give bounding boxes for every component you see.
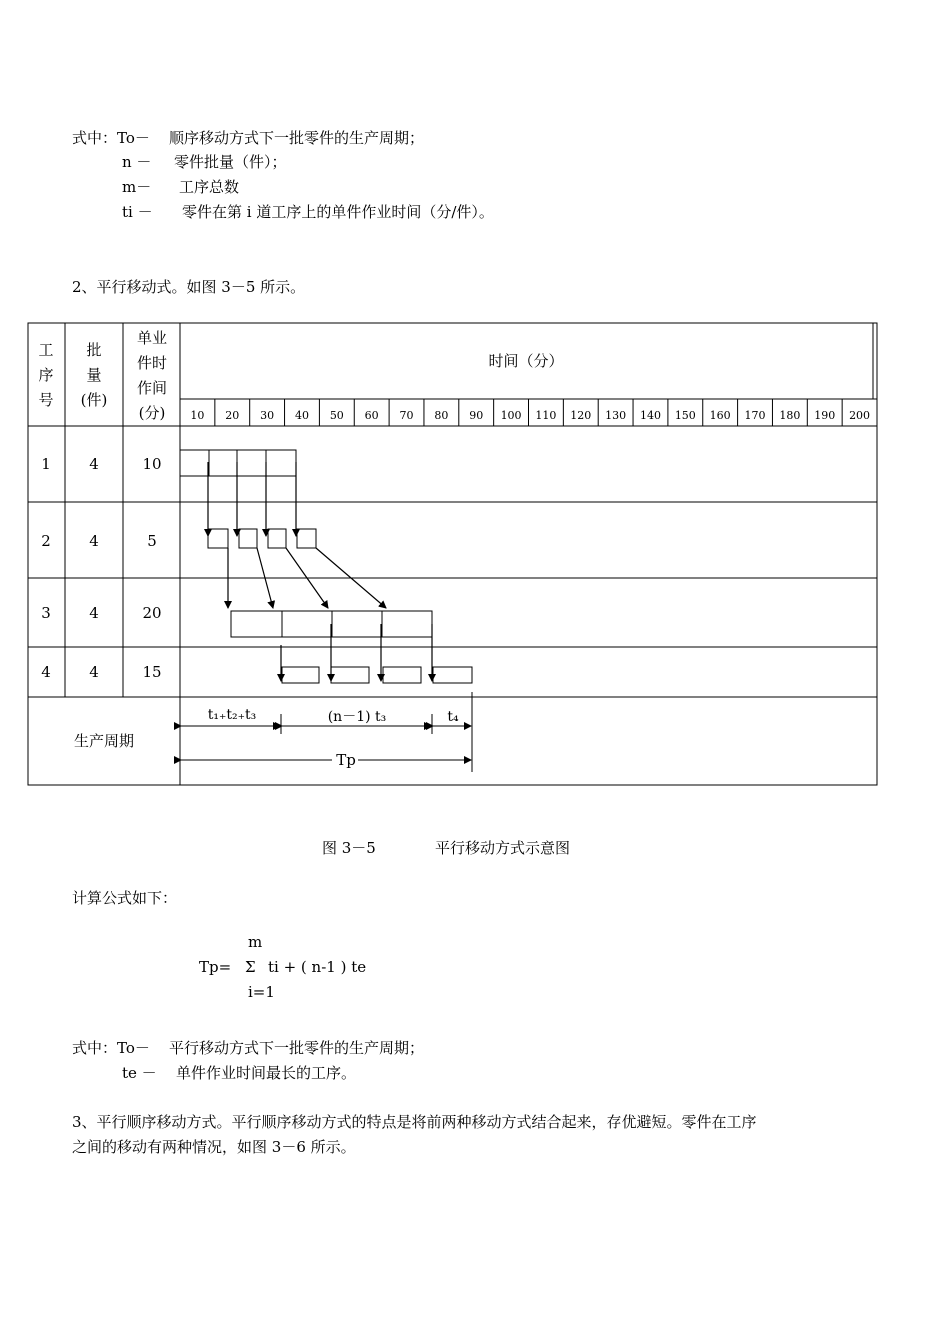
row4-time: 15 — [142, 663, 162, 681]
formula-lower: i=1 — [248, 983, 275, 1001]
defs2-sym-0: To－ — [117, 1039, 150, 1057]
tick-label: 110 — [535, 409, 557, 422]
defs2-intro: 式中： — [72, 1039, 118, 1057]
tick-label: 120 — [570, 409, 592, 422]
op2-box-1 — [208, 529, 228, 548]
defs1-sym-3: ti － — [122, 203, 153, 221]
defs1-desc-0: 顺序移动方式下一批零件的生产周期； — [169, 129, 425, 147]
formula-upper: m — [248, 933, 263, 951]
row2-process: 2 — [41, 532, 51, 550]
row3-time: 20 — [142, 604, 162, 622]
op4-box-3 — [383, 667, 421, 683]
section2-heading: 2、平行移动式。如图 3－5 所示。 — [72, 278, 306, 296]
head-col2-0: 批 — [86, 341, 102, 359]
tick-label: 10 — [190, 409, 205, 422]
formula-lhs: Tp= — [199, 958, 232, 976]
row1-time: 10 — [142, 455, 162, 473]
op2-box-3 — [268, 529, 286, 548]
row3-batch: 4 — [89, 604, 99, 622]
tick-label: 140 — [639, 409, 661, 422]
cycle-label: 生产周期 — [73, 732, 135, 750]
tick-label: 60 — [364, 409, 379, 422]
row1-batch: 4 — [89, 455, 99, 473]
head-time: 时间（分） — [488, 352, 564, 370]
tick-label: 190 — [814, 409, 836, 422]
defs2-desc-1: 单件作业时间最长的工序。 — [176, 1064, 357, 1082]
tick-label: 30 — [260, 409, 275, 422]
head-col2-1: 量 — [86, 366, 102, 384]
sigma-symbol: Σ — [245, 958, 256, 976]
defs1-sym-2: m－ — [122, 178, 152, 196]
formula-body: ti + ( n-1 ) te — [268, 958, 367, 976]
calc-intro: 计算公式如下： — [72, 889, 178, 907]
tick-label: 40 — [294, 409, 309, 422]
defs1-intro: 式中： — [72, 129, 118, 147]
row4-process: 4 — [41, 663, 51, 681]
row1-process: 1 — [41, 455, 51, 473]
op1-box-4 — [266, 450, 296, 476]
defs1-desc-2: 工序总数 — [179, 178, 240, 196]
head-col3-0: 单业 — [136, 329, 168, 347]
dim-mid-label: (n－1) t₃ — [327, 709, 387, 725]
tick-label: 50 — [329, 409, 344, 422]
section3-line-1: 3、平行顺序移动方式。平行顺序移动方式的特点是将前两种移动方式结合起来，存优避短。零件在工序 — [72, 1113, 757, 1131]
row2-time: 5 — [147, 532, 157, 550]
defs2-desc-0: 平行移动方式下一批零件的生产周期； — [169, 1039, 425, 1057]
op4-box-1 — [282, 667, 319, 683]
op3-box-4 — [382, 611, 432, 637]
op2-box-4 — [297, 529, 316, 548]
defs2-line-1 — [122, 1063, 356, 1083]
row2-batch: 4 — [89, 532, 99, 550]
tick-label: 170 — [744, 409, 766, 422]
dim-total-label: Tp — [336, 751, 356, 769]
head-col1-2: 号 — [38, 391, 54, 409]
tick-label: 160 — [709, 409, 731, 422]
dim-last-label: t₄ — [447, 709, 459, 725]
defs2-sym-1: te － — [122, 1064, 157, 1082]
defs1-sym-1: n － — [122, 153, 152, 171]
caption-title: 平行移动方式示意图 — [435, 839, 571, 857]
op1-box-1 — [180, 450, 209, 476]
section3-line-2: 之间的移动有两种情况，如图 3－6 所示。 — [72, 1138, 356, 1156]
op1-box-2 — [209, 450, 237, 476]
figure-caption — [322, 838, 570, 858]
tick-label: 70 — [399, 409, 414, 422]
tick-label: 180 — [779, 409, 801, 422]
head-col3-3: (分) — [138, 404, 166, 422]
row3-process: 3 — [41, 604, 51, 622]
tick-label: 80 — [434, 409, 449, 422]
op3-box-1 — [231, 611, 282, 637]
dim-sum-label: t₁₊t₂₊t₃ — [207, 707, 257, 723]
op1-box-3 — [237, 450, 266, 476]
tick-label: 100 — [500, 409, 522, 422]
defs1-sym-0: To－ — [117, 129, 150, 147]
caption-number: 图 3－5 — [322, 839, 376, 857]
defs2-line-0 — [72, 1038, 424, 1058]
tick-label: 200 — [849, 409, 871, 422]
formula-main — [199, 957, 366, 977]
head-col3-2: 作间 — [136, 379, 168, 397]
op4-box-4 — [433, 667, 472, 683]
row4-batch: 4 — [89, 663, 99, 681]
defs1-desc-3: 零件在第 i 道工序上的单件作业时间（分/件）。 — [182, 203, 494, 221]
tick-label: 150 — [674, 409, 696, 422]
head-col2-2: (件) — [80, 391, 108, 409]
head-col1-1: 序 — [38, 366, 54, 384]
op2-box-2 — [239, 529, 257, 548]
op3-box-3 — [332, 611, 382, 637]
head-col1-0: 工 — [38, 341, 54, 359]
op4-box-2 — [331, 667, 369, 683]
defs1-desc-1: 零件批量（件）； — [174, 153, 287, 171]
head-col3-1: 件时 — [136, 354, 168, 372]
tick-label: 90 — [469, 409, 484, 422]
tick-label: 20 — [225, 409, 240, 422]
op3-box-2 — [282, 611, 332, 637]
tick-label: 130 — [605, 409, 627, 422]
